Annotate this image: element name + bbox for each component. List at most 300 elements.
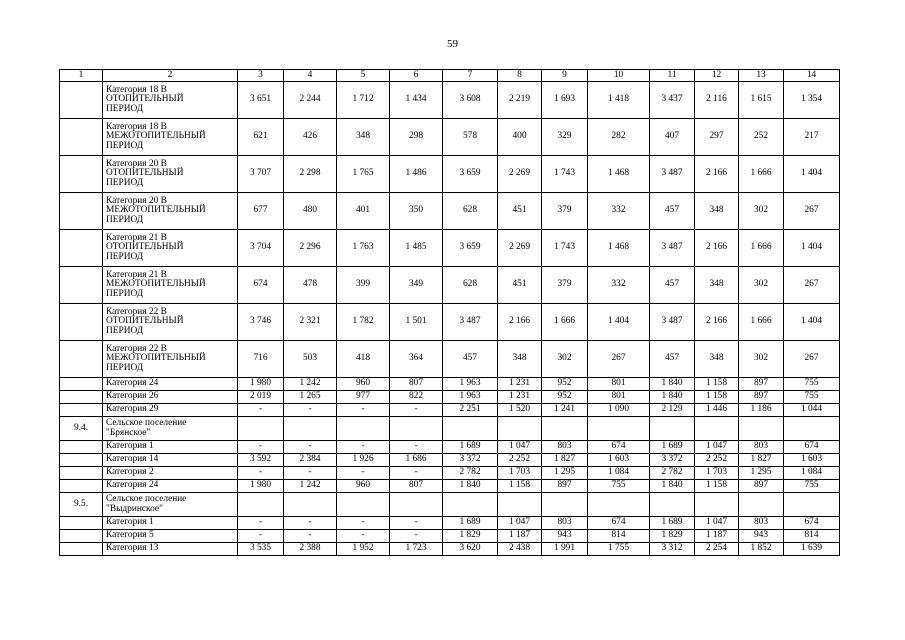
value-cell: 1 047	[498, 517, 542, 530]
value-cell: 1 295	[739, 467, 784, 480]
value-cell: 1 404	[784, 156, 840, 193]
column-header: 10	[588, 70, 650, 82]
row-number-cell	[60, 378, 103, 391]
value-cell: 801	[588, 391, 650, 404]
value-cell: 1 158	[695, 391, 739, 404]
row-name-cell: Категория 24	[103, 378, 238, 391]
value-cell: 457	[650, 341, 695, 378]
table-row	[60, 517, 840, 530]
value-cell	[695, 493, 739, 517]
value-cell: 329	[542, 119, 588, 156]
value-cell	[390, 417, 443, 441]
value-cell: 457	[650, 267, 695, 304]
value-cell: -	[238, 441, 284, 454]
column-header: 11	[650, 70, 695, 82]
row-number-cell	[60, 480, 103, 493]
column-header: 2	[103, 70, 238, 82]
value-cell	[238, 417, 284, 441]
value-cell: 3 651	[238, 82, 284, 119]
value-cell: -	[390, 530, 443, 543]
value-cell: 2 251	[443, 404, 498, 417]
value-cell: 1 829	[443, 530, 498, 543]
value-cell: 1 242	[284, 378, 337, 391]
value-cell: 1 693	[542, 82, 588, 119]
row-name-cell: Категория 5	[103, 530, 238, 543]
table-row	[60, 454, 840, 467]
row-number-cell	[60, 454, 103, 467]
column-header: 6	[390, 70, 443, 82]
value-cell: 2 129	[650, 404, 695, 417]
value-cell: 1 689	[650, 517, 695, 530]
value-cell	[337, 417, 390, 441]
value-cell: 814	[588, 530, 650, 543]
value-cell: 302	[542, 341, 588, 378]
row-name-cell: Категория 29	[103, 404, 238, 417]
row-number-cell	[60, 341, 103, 378]
value-cell: 1 047	[695, 517, 739, 530]
table-row	[60, 417, 840, 441]
value-cell: 3 659	[443, 230, 498, 267]
value-cell	[238, 493, 284, 517]
value-cell: 1 404	[784, 230, 840, 267]
value-cell	[695, 417, 739, 441]
column-header: 12	[695, 70, 739, 82]
row-number-cell	[60, 230, 103, 267]
value-cell: 332	[588, 193, 650, 230]
value-cell: 755	[784, 378, 840, 391]
value-cell: 2 384	[284, 454, 337, 467]
row-number-cell	[60, 404, 103, 417]
row-name-cell: Сельское поселение "Выдринское"	[103, 493, 238, 517]
value-cell: 677	[238, 193, 284, 230]
value-cell: 1 952	[337, 543, 390, 556]
value-cell: 1 827	[542, 454, 588, 467]
table-row	[60, 230, 840, 267]
value-cell: 1 829	[650, 530, 695, 543]
value-cell: 418	[337, 341, 390, 378]
value-cell: 1 187	[498, 530, 542, 543]
value-cell: 1 354	[784, 82, 840, 119]
value-cell: 1 840	[650, 378, 695, 391]
column-header: 14	[784, 70, 840, 82]
value-cell: 2 321	[284, 304, 337, 341]
value-cell: 621	[238, 119, 284, 156]
value-cell: -	[284, 467, 337, 480]
value-cell: 1 158	[695, 378, 739, 391]
value-cell: 1 242	[284, 480, 337, 493]
value-cell: 1 158	[498, 480, 542, 493]
row-name-cell: Категория 1	[103, 517, 238, 530]
value-cell: 1 840	[443, 480, 498, 493]
value-cell: 451	[498, 193, 542, 230]
value-cell: 2 298	[284, 156, 337, 193]
value-cell: 217	[784, 119, 840, 156]
value-cell: 457	[650, 193, 695, 230]
column-header: 1	[60, 70, 103, 82]
value-cell: 1 186	[739, 404, 784, 417]
row-number-cell	[60, 530, 103, 543]
table-row	[60, 304, 840, 341]
value-cell: 1 486	[390, 156, 443, 193]
value-cell: 3 659	[443, 156, 498, 193]
row-name-cell: Категория 21 В МЕЖОТОПИТЕЛЬНЫЙ ПЕРИОД	[103, 267, 238, 304]
value-cell: 674	[588, 441, 650, 454]
value-cell: 3 372	[650, 454, 695, 467]
value-cell: 674	[588, 517, 650, 530]
value-cell: 3 707	[238, 156, 284, 193]
value-cell: -	[238, 517, 284, 530]
row-number-cell	[60, 543, 103, 556]
value-cell: 1 666	[542, 304, 588, 341]
value-cell: 1 765	[337, 156, 390, 193]
value-cell: 1 603	[784, 454, 840, 467]
value-cell: 1 434	[390, 82, 443, 119]
value-cell: 755	[784, 480, 840, 493]
value-cell	[542, 493, 588, 517]
value-cell: 2 219	[498, 82, 542, 119]
column-header: 4	[284, 70, 337, 82]
value-cell: 1 963	[443, 378, 498, 391]
value-cell: 803	[739, 517, 784, 530]
value-cell: 3 487	[650, 230, 695, 267]
value-cell: 2 438	[498, 543, 542, 556]
value-cell: 628	[443, 267, 498, 304]
value-cell: 1 782	[337, 304, 390, 341]
row-number-cell	[60, 119, 103, 156]
table-row	[60, 341, 840, 378]
value-cell: 755	[784, 391, 840, 404]
row-name-cell: Категория 20 В МЕЖОТОПИТЕЛЬНЫЙ ПЕРИОД	[103, 193, 238, 230]
value-cell	[588, 417, 650, 441]
value-cell: 3 608	[443, 82, 498, 119]
table-row	[60, 480, 840, 493]
row-name-cell: Категория 24	[103, 480, 238, 493]
value-cell: -	[337, 441, 390, 454]
value-cell	[284, 493, 337, 517]
table-row	[60, 378, 840, 391]
value-cell: 803	[542, 441, 588, 454]
value-cell: 407	[650, 119, 695, 156]
table-body	[60, 82, 840, 556]
value-cell: 302	[739, 341, 784, 378]
value-cell: 2 244	[284, 82, 337, 119]
column-header: 5	[337, 70, 390, 82]
value-cell: 302	[739, 267, 784, 304]
value-cell: 1 468	[588, 156, 650, 193]
value-cell: 349	[390, 267, 443, 304]
value-cell: 1 485	[390, 230, 443, 267]
value-cell: -	[337, 467, 390, 480]
value-cell	[650, 493, 695, 517]
row-name-cell: Категория 22 В МЕЖОТОПИТЕЛЬНЫЙ ПЕРИОД	[103, 341, 238, 378]
value-cell: 478	[284, 267, 337, 304]
value-cell: -	[238, 530, 284, 543]
row-name-cell: Категория 13	[103, 543, 238, 556]
value-cell: 1 047	[695, 441, 739, 454]
value-cell: 3 372	[443, 454, 498, 467]
value-cell: 1 840	[650, 391, 695, 404]
value-cell: 977	[337, 391, 390, 404]
value-cell: -	[238, 404, 284, 417]
value-cell: 1 404	[784, 304, 840, 341]
value-cell: 1 666	[739, 156, 784, 193]
row-number-cell	[60, 441, 103, 454]
value-cell: -	[284, 517, 337, 530]
value-cell: 1 712	[337, 82, 390, 119]
value-cell: 426	[284, 119, 337, 156]
column-header: 7	[443, 70, 498, 82]
value-cell: 1 501	[390, 304, 443, 341]
table-row	[60, 493, 840, 517]
value-cell: 1 703	[695, 467, 739, 480]
header-row	[60, 70, 840, 82]
value-cell: 2 254	[695, 543, 739, 556]
row-name-cell: Категория 20 В ОТОПИТЕЛЬНЫЙ ПЕРИОД	[103, 156, 238, 193]
value-cell: 298	[390, 119, 443, 156]
value-cell	[443, 493, 498, 517]
value-cell: 267	[784, 341, 840, 378]
row-number-cell	[60, 304, 103, 341]
page-number: 59	[447, 38, 458, 50]
value-cell: 952	[542, 391, 588, 404]
column-header: 3	[238, 70, 284, 82]
value-cell: 399	[337, 267, 390, 304]
value-cell: 1 840	[650, 480, 695, 493]
value-cell: 267	[784, 193, 840, 230]
value-cell: 3 620	[443, 543, 498, 556]
table-row	[60, 404, 840, 417]
row-name-cell: Категория 21 В ОТОПИТЕЛЬНЫЙ ПЕРИОД	[103, 230, 238, 267]
value-cell: 1 980	[238, 378, 284, 391]
value-cell: 1 084	[784, 467, 840, 480]
value-cell: 451	[498, 267, 542, 304]
value-cell: 348	[695, 193, 739, 230]
value-cell: 1 468	[588, 230, 650, 267]
row-name-cell: Категория 2	[103, 467, 238, 480]
row-number-cell: 9.4.	[60, 417, 103, 441]
value-cell: 1 090	[588, 404, 650, 417]
value-cell: -	[284, 404, 337, 417]
value-cell: 2 269	[498, 156, 542, 193]
row-number-cell	[60, 467, 103, 480]
value-cell: 1 603	[588, 454, 650, 467]
value-cell: 2 019	[238, 391, 284, 404]
row-name-cell: Сельское поселение "Брянское"	[103, 417, 238, 441]
value-cell: -	[390, 441, 443, 454]
table-row	[60, 193, 840, 230]
row-name-cell: Категория 26	[103, 391, 238, 404]
value-cell: 822	[390, 391, 443, 404]
value-cell: 379	[542, 267, 588, 304]
value-cell: 267	[588, 341, 650, 378]
column-header: 8	[498, 70, 542, 82]
value-cell	[542, 417, 588, 441]
row-number-cell	[60, 391, 103, 404]
value-cell: 1 187	[695, 530, 739, 543]
value-cell	[739, 493, 784, 517]
value-cell: 578	[443, 119, 498, 156]
value-cell: 1 044	[784, 404, 840, 417]
value-cell: 1 446	[695, 404, 739, 417]
value-cell: 1 418	[588, 82, 650, 119]
value-cell: 332	[588, 267, 650, 304]
value-cell: 801	[588, 378, 650, 391]
value-cell: 348	[337, 119, 390, 156]
column-header: 9	[542, 70, 588, 82]
value-cell: 1 265	[284, 391, 337, 404]
value-cell: 1 158	[695, 480, 739, 493]
row-name-cell: Категория 18 В МЕЖОТОПИТЕЛЬНЫЙ ПЕРИОД	[103, 119, 238, 156]
value-cell: 2 782	[443, 467, 498, 480]
value-cell: -	[337, 530, 390, 543]
table-row	[60, 119, 840, 156]
value-cell: 1 666	[739, 230, 784, 267]
table-row	[60, 467, 840, 480]
value-cell	[498, 493, 542, 517]
row-number-cell	[60, 267, 103, 304]
value-cell: 252	[739, 119, 784, 156]
value-cell: 1 520	[498, 404, 542, 417]
value-cell: 943	[542, 530, 588, 543]
row-name-cell: Категория 1	[103, 441, 238, 454]
table-row	[60, 156, 840, 193]
value-cell: 302	[739, 193, 784, 230]
value-cell	[337, 493, 390, 517]
value-cell: 348	[695, 267, 739, 304]
row-number-cell	[60, 156, 103, 193]
value-cell: 1 991	[542, 543, 588, 556]
value-cell: 1 980	[238, 480, 284, 493]
value-cell: 480	[284, 193, 337, 230]
column-header: 13	[739, 70, 784, 82]
value-cell: 1 743	[542, 230, 588, 267]
value-cell: 1 689	[650, 441, 695, 454]
value-cell: 297	[695, 119, 739, 156]
value-cell: 674	[238, 267, 284, 304]
value-cell: 2 166	[695, 304, 739, 341]
value-cell	[784, 417, 840, 441]
value-cell: 3 535	[238, 543, 284, 556]
row-number-cell: 9.5.	[60, 493, 103, 517]
value-cell: 1 047	[498, 441, 542, 454]
value-cell: 1 084	[588, 467, 650, 480]
value-cell	[390, 493, 443, 517]
value-cell: 350	[390, 193, 443, 230]
table-row	[60, 543, 840, 556]
value-cell: 1 689	[443, 441, 498, 454]
value-cell	[498, 417, 542, 441]
value-cell: 1 231	[498, 391, 542, 404]
value-cell: 2 166	[498, 304, 542, 341]
value-cell: 803	[739, 441, 784, 454]
value-cell: 2 252	[695, 454, 739, 467]
value-cell: 3 487	[650, 156, 695, 193]
value-cell: 2 116	[695, 82, 739, 119]
value-cell: 3 312	[650, 543, 695, 556]
value-cell: 807	[390, 480, 443, 493]
value-cell: 1 686	[390, 454, 443, 467]
row-name-cell: Категория 14	[103, 454, 238, 467]
value-cell: 1 755	[588, 543, 650, 556]
value-cell: 457	[443, 341, 498, 378]
value-cell	[588, 493, 650, 517]
value-cell: 952	[542, 378, 588, 391]
value-cell: 1 926	[337, 454, 390, 467]
value-cell: 2 166	[695, 230, 739, 267]
value-cell: 2 252	[498, 454, 542, 467]
value-cell: 1 404	[588, 304, 650, 341]
value-cell: 1 666	[739, 304, 784, 341]
value-cell: -	[337, 404, 390, 417]
value-cell: 674	[784, 441, 840, 454]
value-cell: 814	[784, 530, 840, 543]
value-cell: 400	[498, 119, 542, 156]
value-cell: 348	[498, 341, 542, 378]
value-cell: 628	[443, 193, 498, 230]
row-name-cell: Категория 18 В ОТОПИТЕЛЬНЫЙ ПЕРИОД	[103, 82, 238, 119]
value-cell: -	[390, 517, 443, 530]
value-cell: 807	[390, 378, 443, 391]
value-cell: 348	[695, 341, 739, 378]
value-cell: 1 295	[542, 467, 588, 480]
value-cell	[443, 417, 498, 441]
value-cell: 2 269	[498, 230, 542, 267]
value-cell: -	[390, 404, 443, 417]
value-cell: 3 592	[238, 454, 284, 467]
value-cell: 943	[739, 530, 784, 543]
value-cell: -	[284, 530, 337, 543]
value-cell: 716	[238, 341, 284, 378]
data-table	[59, 69, 840, 556]
row-number-cell	[60, 517, 103, 530]
value-cell: 960	[337, 378, 390, 391]
value-cell: 1 703	[498, 467, 542, 480]
value-cell: 503	[284, 341, 337, 378]
value-cell: 2 166	[695, 156, 739, 193]
row-name-cell: Категория 22 В ОТОПИТЕЛЬНЫЙ ПЕРИОД	[103, 304, 238, 341]
value-cell: 282	[588, 119, 650, 156]
value-cell: 2 388	[284, 543, 337, 556]
value-cell: 960	[337, 480, 390, 493]
value-cell: 401	[337, 193, 390, 230]
value-cell: -	[337, 517, 390, 530]
value-cell: 3 437	[650, 82, 695, 119]
value-cell: 3 746	[238, 304, 284, 341]
value-cell: 3 487	[650, 304, 695, 341]
value-cell: 1 852	[739, 543, 784, 556]
value-cell: 379	[542, 193, 588, 230]
row-number-cell	[60, 82, 103, 119]
value-cell: 2 782	[650, 467, 695, 480]
value-cell	[650, 417, 695, 441]
table-row	[60, 530, 840, 543]
value-cell: 1 231	[498, 378, 542, 391]
value-cell: 755	[588, 480, 650, 493]
table-row	[60, 391, 840, 404]
value-cell: 267	[784, 267, 840, 304]
value-cell: 1 723	[390, 543, 443, 556]
value-cell: 897	[739, 391, 784, 404]
value-cell: 1 763	[337, 230, 390, 267]
value-cell: 1 743	[542, 156, 588, 193]
value-cell: 1 241	[542, 404, 588, 417]
value-cell: 2 296	[284, 230, 337, 267]
value-cell: 897	[739, 378, 784, 391]
value-cell: 1 615	[739, 82, 784, 119]
table-row	[60, 82, 840, 119]
value-cell	[784, 493, 840, 517]
value-cell: 803	[542, 517, 588, 530]
